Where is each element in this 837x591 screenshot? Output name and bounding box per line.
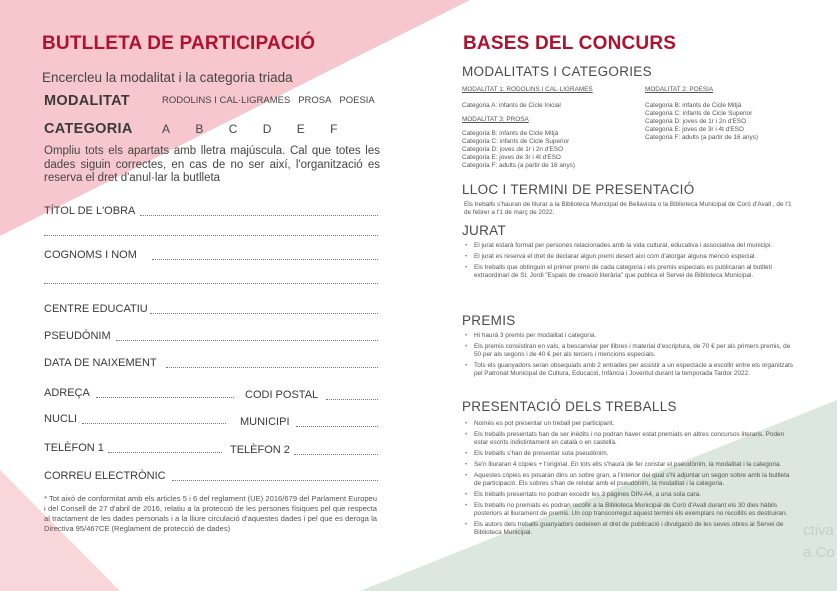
modalitat-label: MODALITAT xyxy=(44,93,130,109)
field-cognoms-label: COGNOMS I NOM xyxy=(44,249,137,261)
modalitat-options xyxy=(162,95,375,106)
field-postal-label: CODI POSTAL xyxy=(245,389,319,401)
categoria-option-e[interactable]: E xyxy=(296,122,305,136)
presentacio-item: • Aquestes còpies es posaran dins un sobre gran, a l'interior del qual s'hi adjuntar un segon sobre amb la butlleta de participació. Els sobres s'han de retolar amb el pseudònim, la modalitat i la categoria. xyxy=(474,472,794,488)
form-instruction: Encercleu la modalitat i la categoria triada xyxy=(42,70,293,85)
field-cognoms-line-2[interactable] xyxy=(44,282,378,284)
modalitat-2-item: Categoria F: adults (a partir de 16 anys) xyxy=(645,134,758,141)
rules-title: BASES DEL CONCURS xyxy=(463,33,677,54)
field-pseudonim-label: PSEUDÒNIM xyxy=(44,330,111,342)
presentacio-list xyxy=(464,420,794,540)
presentacio-item: • Els treballs no premiats es podran recollir a la Biblioteca Municipal de Coró d'Avall durant els 30 dies hàbils posteriors al lliurament de premis. Un cop transcorregut aquest termini els exemplars no recollits es destruiran. xyxy=(474,502,794,518)
categoria-option-a[interactable]: A xyxy=(162,122,171,136)
field-cognoms-line[interactable] xyxy=(152,258,378,260)
field-tel1-label: TELÈFON 1 xyxy=(44,442,104,454)
field-municipi[interactable] xyxy=(240,416,290,428)
field-tel1[interactable] xyxy=(44,442,104,454)
modalitat-2-item: Categoria C: infants de Cicle Superior xyxy=(645,110,753,117)
modalitat-3-item: Categoria D: joves de 1r i 2n d'ESO xyxy=(462,146,564,153)
modalitat-3-item: Categoria E: joves de 3r i 4t d'ESO xyxy=(462,154,561,161)
field-tel2-line[interactable] xyxy=(294,453,378,455)
field-titol-line[interactable] xyxy=(140,214,378,216)
field-tel2[interactable] xyxy=(230,444,290,456)
modalitat-3-item: Categoria B: infants de Cicle Mitjà xyxy=(462,130,559,137)
field-nucli-label: NUCLI xyxy=(44,413,78,425)
field-naixement-label: DATA DE NAIXEMENT xyxy=(44,357,157,369)
modalitat-1-block xyxy=(462,86,632,170)
modalitat-2-block xyxy=(645,86,815,142)
modalitat-3-item: Categoria F: adults (a partir de 16 anys) xyxy=(462,162,575,169)
categoria-options xyxy=(162,122,359,136)
field-adreca-label: ADREÇA xyxy=(44,387,90,399)
jurat-item: • El jurat es reserva el dret de declarar algun premi desert així com d'atorgar alguna menció especial. xyxy=(474,253,794,261)
lloc-text: Els treballs s'hauran de lliurar a la Biblioteca Municipal de Bellavista o la Biblioteca Municipal de Coró d'Avall , de l'1 de febrer a l'1 de març de 2022. xyxy=(464,201,792,216)
field-nucli-line[interactable] xyxy=(82,422,226,424)
presentacio-item: • Els treballs presentats han de ser inèdits i no podran haver estat premiats en altres concursos literaris. Poden estar escrits indistintament en català o en castellà. xyxy=(474,431,794,447)
field-naixement-line[interactable] xyxy=(166,366,378,368)
modalitat-option-poesia[interactable]: POESIA xyxy=(339,95,375,106)
premis-heading: PREMIS xyxy=(462,313,516,328)
field-correu-line[interactable] xyxy=(172,479,378,481)
categoria-label: CATEGORIA xyxy=(44,121,133,137)
modalitat-2-item: Categoria D: joves de 1r i 2n d'ESO xyxy=(645,118,747,125)
data-protection-footnote: * Tot això de conformitat amb els articles 5 i 6 del reglament (UE) 2016/679 del Parlament Europeu i del Consell de 27 d'abril de 2016, relatiu a la protecció de les persones físiques pel que respecta al tractament de les dades personals i a la lliure circulació d'aquestes dades i pel que es deroga la Directiva 95/467CE (Reglament de protecció de dades) xyxy=(44,494,377,533)
presentacio-item: • Els treballs s'han de presentar sota pseudònim. xyxy=(474,450,794,458)
presentacio-item: • Només es pot presentar un treball per participant. xyxy=(474,420,794,428)
presentacio-heading: PRESENTACIÓ DELS TREBALLS xyxy=(462,399,677,414)
jurat-item: • Els treballs que obtinguin el primer premi de cada categoria i els premis especials es publicaran al butlletí extraordinari de St. Jordi "Espais de creació literària" que publica el Servei de Biblioteca Municipal. xyxy=(474,264,794,280)
field-adreca-line[interactable] xyxy=(96,396,234,398)
field-titol-label: TÍTOL DE L'OBRA xyxy=(44,205,136,217)
field-titol-line-2[interactable] xyxy=(44,234,378,236)
form-note: Ompliu tots els apartats amb lletra majúscula. Cal que totes les dades siguin correctes, en cas de no ser així, l'organització es reserva el dret d'anul·lar la butlleta xyxy=(44,145,380,184)
field-centre-label: CENTRE EDUCATIU xyxy=(44,303,148,315)
field-adreca[interactable] xyxy=(44,387,90,399)
premis-list xyxy=(464,332,794,381)
modalitat-2-item: Categoria B: infants de Cicle Mitjà xyxy=(645,102,742,109)
field-municipi-label: MUNICIPI xyxy=(240,416,290,428)
modalitat-option-rodolins[interactable]: RODOLINS I CAL·LIGRAMES xyxy=(162,95,291,106)
field-tel1-line[interactable] xyxy=(108,451,222,453)
presentacio-item: • Els autors dels treballs guanyadors cedeixen el dret de publicació i divulgació de les seves obres al Servei de Biblioteca Municipal. xyxy=(474,521,794,537)
jurat-heading: JURAT xyxy=(462,223,506,238)
field-pseudonim[interactable] xyxy=(44,330,111,342)
modalitat-3-item: Categoria C: infants de Cicle Superior xyxy=(462,138,570,145)
premis-item: • Els premis consistiran en vals, a bescanviar per llibres i material d'escriptura, de 70 € per als primers premis, de 50 per als segons i de 40 € per als tercers i mencions especials. xyxy=(474,343,794,359)
field-postal[interactable] xyxy=(245,389,318,401)
entry-form-page xyxy=(0,0,418,591)
field-pseudonim-line[interactable] xyxy=(116,339,378,341)
modalitat-1-item: Categoria A: infants de Cicle Inicial xyxy=(462,102,561,109)
categoria-option-d[interactable]: D xyxy=(262,122,272,136)
modalitat-3-title: MODALITAT 3: PROSA xyxy=(462,116,529,123)
field-postal-line[interactable] xyxy=(326,398,378,400)
modalitat-2-title: MODALITAT 2: POESIA xyxy=(645,86,714,93)
field-correu[interactable] xyxy=(44,470,166,482)
jurat-list xyxy=(464,242,794,283)
edge-text-1: ctiva xyxy=(803,522,834,539)
presentacio-item: • Els treballs presentats no podran excedir les 3 pàgines DIN-A4, a una sola cara. xyxy=(474,491,794,499)
field-titol[interactable] xyxy=(44,205,135,217)
modalitats-heading: MODALITATS I CATEGORIES xyxy=(462,64,652,79)
field-municipi-line[interactable] xyxy=(296,425,378,427)
field-centre-line[interactable] xyxy=(150,312,378,314)
categoria-option-c[interactable]: C xyxy=(228,122,238,136)
premis-item: • Tots els guanyadors seran obsequiats amb 2 entrades per assistir a un espectacle a escollir entre els organitzats pel Patronat Municipal de Cultura, Educació, Infància i Joventut durant la temporada Tardor 2022. xyxy=(474,362,794,378)
field-tel2-label: TELÈFON 2 xyxy=(230,444,290,456)
jurat-item: • El jurat estarà format per persones relacionades amb la vida cultural, educativa i associativa del municipi. xyxy=(474,242,794,250)
edge-text-2: a Co xyxy=(803,544,835,561)
form-title: BUTLLETA DE PARTICIPACIÓ xyxy=(42,33,316,54)
field-naixement[interactable] xyxy=(44,357,157,369)
modalitat-option-prosa[interactable]: PROSA xyxy=(298,95,332,106)
presentacio-item: • Se'n lliuraran 4 còpies + l'original. En tots ells s'haurà de fer constar el pseudònim, la modalitat i la categoria. xyxy=(474,461,794,469)
lloc-heading: LLOC I TERMINI DE PRESENTACIÓ xyxy=(462,182,695,197)
field-nucli[interactable] xyxy=(44,413,77,425)
modalitat-1-title: MODALITAT 1: RODOLINS I CAL·LIGRAMES xyxy=(462,86,593,93)
field-cognoms[interactable] xyxy=(44,249,137,261)
field-centre[interactable] xyxy=(44,303,148,315)
categoria-option-f[interactable]: F xyxy=(330,122,338,136)
categoria-option-b[interactable]: B xyxy=(195,122,204,136)
contest-rules-page xyxy=(418,0,837,591)
modalitat-2-item: Categoria E: joves de 3r i 4t d'ESO xyxy=(645,126,744,133)
field-correu-label: CORREU ELECTRÒNIC xyxy=(44,470,166,482)
premis-item: • Hi haurà 3 premis per modalitat i categoria. xyxy=(474,332,794,340)
